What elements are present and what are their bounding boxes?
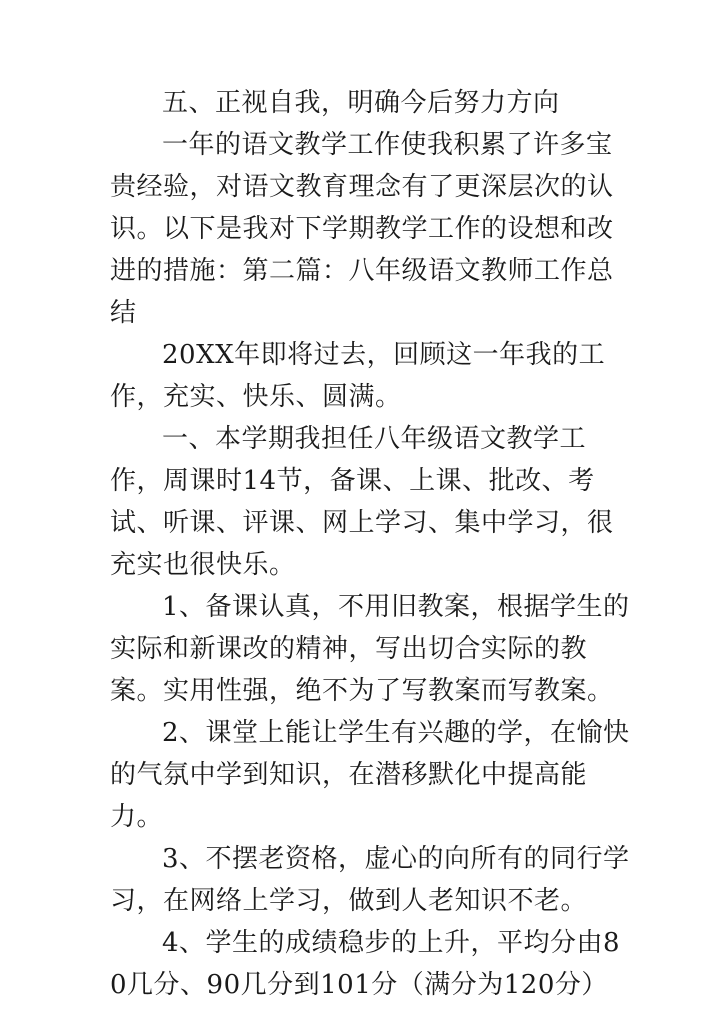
paragraph-item-4: 4、学生的成绩稳步的上升，平均分由80几分、90几分到101分（满分为120分） <box>110 928 621 1000</box>
paragraph-item-3: 3、不摆老资格，虚心的向所有的同行学习，在网络上学习，做到人老知识不老。 <box>110 844 630 916</box>
paragraph-item-2: 2、课堂上能让学生有兴趣的学，在愉快的气氛中学到知识，在潜移默化中提高能力。 <box>110 718 630 832</box>
paragraph-intro: 一年的语文教学工作使我积累了许多宝贵经验，对语文教育理念有了更深层次的认识。以下是我对下学期教学工作的设想和改进的措施：第二篇：八年级语文教师工作总结 <box>110 130 614 328</box>
document-body <box>110 82 630 1006</box>
paragraph-point-one: 一、本学期我担任八年级语文教学工作，周课时14节，备课、上课、批改、考试、听课、评课、网上学习、集中学习，很充实也很快乐。 <box>110 424 614 580</box>
section-heading: 五、正视自我，明确今后努力方向 <box>162 88 560 118</box>
paragraph-year-review: 20XX年即将过去，回顾这一年我的工作，充实、快乐、圆满。 <box>110 340 606 412</box>
paragraph-item-1: 1、备课认真，不用旧教案，根据学生的实际和新课改的精神，写出切合实际的教案。实用性强，绝不为了写教案而写教案。 <box>110 592 630 706</box>
